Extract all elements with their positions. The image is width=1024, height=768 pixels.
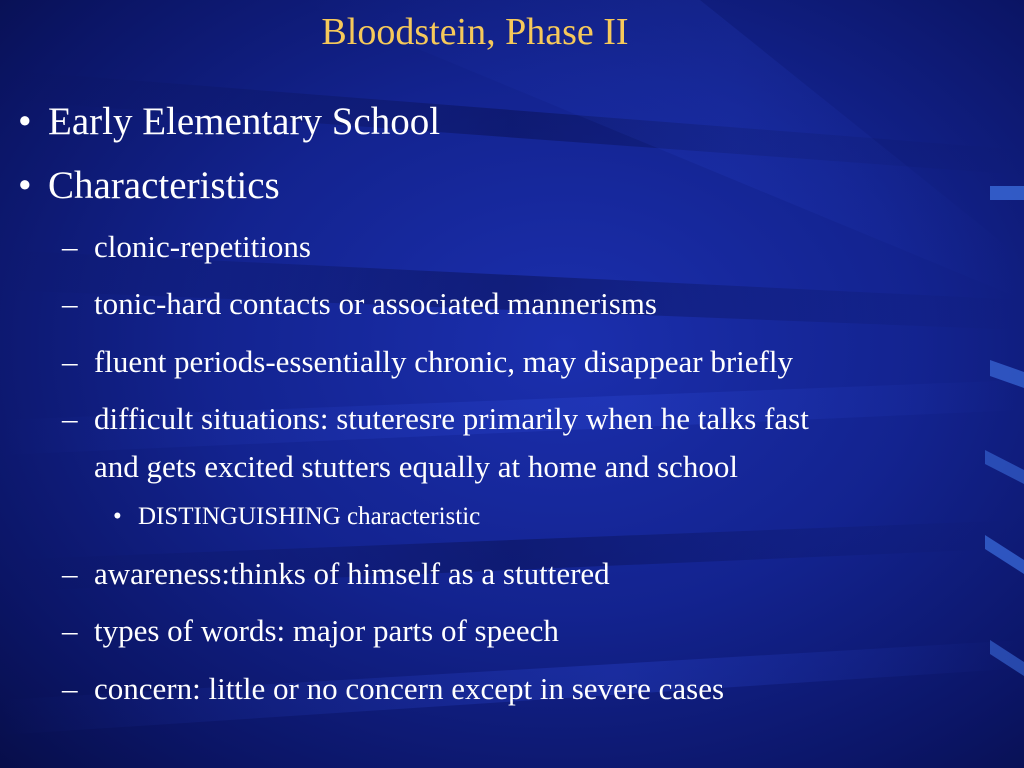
bullet-marker: • bbox=[18, 100, 32, 143]
sub-bullet-difficult-situations: difficult situations: stuteresre primarily when he talks fast bbox=[94, 401, 809, 436]
sub-bullet-marker: – bbox=[62, 286, 78, 321]
bullet-early-elementary-school: Early Elementary School bbox=[48, 100, 441, 143]
slide-title: Bloodstein, Phase II bbox=[321, 11, 629, 53]
sub-bullet-marker: – bbox=[62, 344, 78, 379]
sub-bullet-fluent-periods: fluent periods-essentially chronic, may disappear briefly bbox=[94, 344, 793, 379]
sub-bullet-marker: – bbox=[62, 556, 78, 591]
bullet-characteristics: Characteristics bbox=[48, 164, 280, 207]
bullet-marker: • bbox=[18, 164, 32, 207]
sub-bullet-marker: – bbox=[62, 613, 78, 648]
sub-bullet-types-of-words: types of words: major parts of speech bbox=[94, 613, 559, 648]
sub-bullet-concern: concern: little or no concern except in severe cases bbox=[94, 671, 725, 706]
sub-bullet-marker: – bbox=[62, 671, 78, 706]
sub-bullet-tonic-hard-contacts: tonic-hard contacts or associated mannerisms bbox=[94, 286, 657, 321]
sub-bullet-marker: – bbox=[62, 401, 78, 436]
third-level-distinguishing-characteristic: DISTINGUISHING characteristic bbox=[138, 503, 481, 530]
sub-bullet-awareness: awareness:thinks of himself as a stuttered bbox=[94, 556, 610, 591]
third-level-marker: • bbox=[113, 503, 122, 530]
sub-bullet-marker: – bbox=[62, 229, 78, 264]
sub-bullet-clonic-repetitions: clonic-repetitions bbox=[94, 229, 311, 264]
sub-bullet-difficult-situations-continuation: and gets excited stutters equally at home and school bbox=[94, 449, 738, 484]
